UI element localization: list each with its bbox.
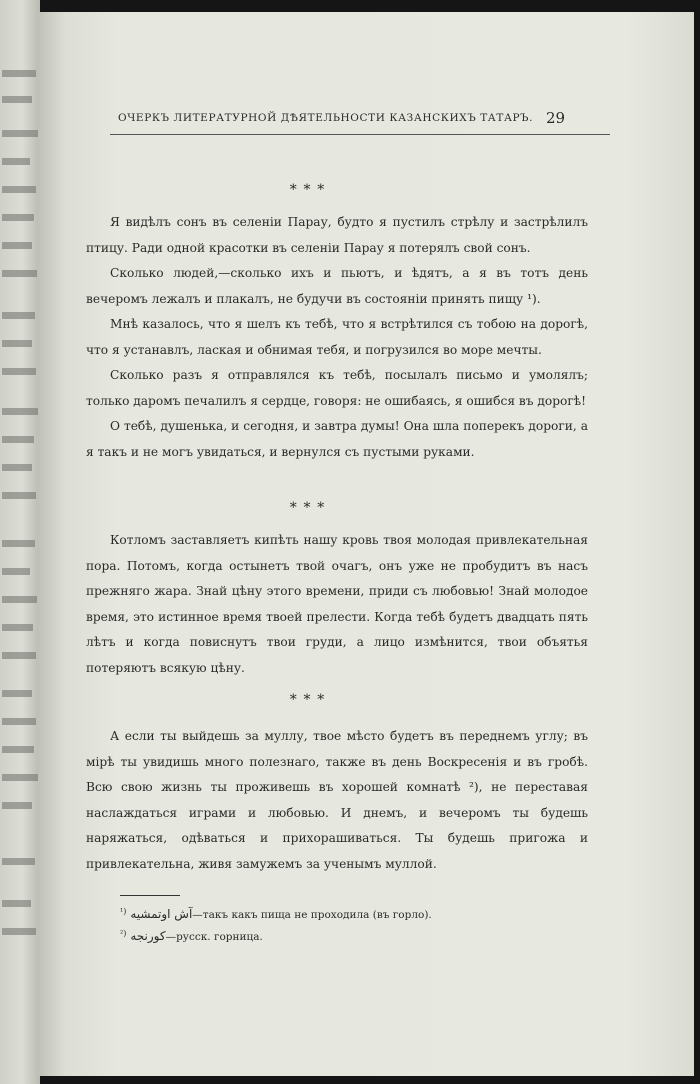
section-separator: * * * [289, 692, 327, 708]
paragraph: Мнѣ казалось, что я шелъ къ тебѣ, что я встрѣтился съ тобою на дорогѣ, что я устанавлъ, лаская и обнимая тебя, и погрузился во море мечты. [86, 317, 588, 357]
header-rule [110, 134, 610, 135]
footnote-text: —такъ какъ пища не проходила (въ горло). [192, 909, 432, 921]
paragraph: О тебѣ, душенька, и сегодня, и завтра думы! Она шла поперекъ дороги, а я такъ и не могъ увидаться, и вернулся съ пустыми руками. [86, 419, 588, 459]
footnote-arabic-term: كورنجه [130, 929, 166, 943]
footnote-1 [120, 907, 432, 921]
footnote-mark: ¹) [120, 907, 127, 916]
book-page [38, 12, 694, 1076]
footnote-mark: ²) [120, 929, 127, 938]
paragraph: Сколько людей,—сколько ихъ и пьютъ, и ѣдятъ, а я въ тотъ день вечеромъ лежалъ и плакалъ, не будучи въ состоянiи принять пищу ¹). [86, 266, 588, 306]
paragraph: Котломъ заставляетъ кипѣть нашу кровь твоя молодая привлекательная пора. Потомъ, когда остынетъ твой очагъ, онъ уже не пробудитъ въ насъ прежняго жара. Знай цѣну этого времени, приди съ любовью! Знай молодое время, это истинное время твоей прелести. Когда тебѣ будетъ двадцать пять лѣтъ и когда повиснутъ твои груди, а лицо измѣнится, твои объятья потеряютъ всякую цѣну. [86, 533, 588, 675]
previous-page-edge [0, 0, 40, 1084]
section-separator: * * * [289, 182, 327, 198]
paragraph: А если ты выйдешь за муллу, твое мѣсто будетъ въ переднемъ углу; въ мiрѣ ты увидишь много полезнаго, также въ день Воскресенiя и въ гробѣ. Всю свою жизнь ты проживешь въ хорошей комнатѣ ²), не переставая наслаждаться играми и любовью. И днемъ, и вечеромъ ты будешь наряжаться, одѣваться и прихорашиваться. Ты будешь пригожа и привлекательна, живя замужемъ за ученымъ муллой. [86, 729, 588, 871]
footnote-arabic-term: آش اوتمشيه [130, 907, 193, 921]
running-head: ОЧЕРКЪ ЛИТЕРАТУРНОЙ ДѢЯТЕЛЬНОСТИ КАЗАНСКИХЪ ТАТАРЪ. [118, 112, 534, 124]
section-2 [86, 528, 588, 681]
footnote-2 [120, 929, 263, 943]
footnote-rule [120, 895, 180, 896]
section-3 [86, 724, 588, 877]
paragraph: Сколько разъ я отправлялся къ тебѣ, посылалъ письмо и умолялъ; только даромъ печалилъ я сердце, говоря: не ошибаясь, я ошибся въ дорогѣ! [86, 368, 588, 408]
section-1 [86, 210, 588, 465]
footnote-text: —русск. горница. [165, 931, 263, 943]
page-number: 29 [546, 109, 566, 127]
section-separator: * * * [289, 500, 327, 516]
paragraph: Я видѣлъ сонъ въ селенiи Парау, будто я пустилъ стрѣлу и застрѣлилъ птицу. Ради одной красотки въ селенiи Парау я потерялъ свой сонъ. [86, 215, 588, 255]
